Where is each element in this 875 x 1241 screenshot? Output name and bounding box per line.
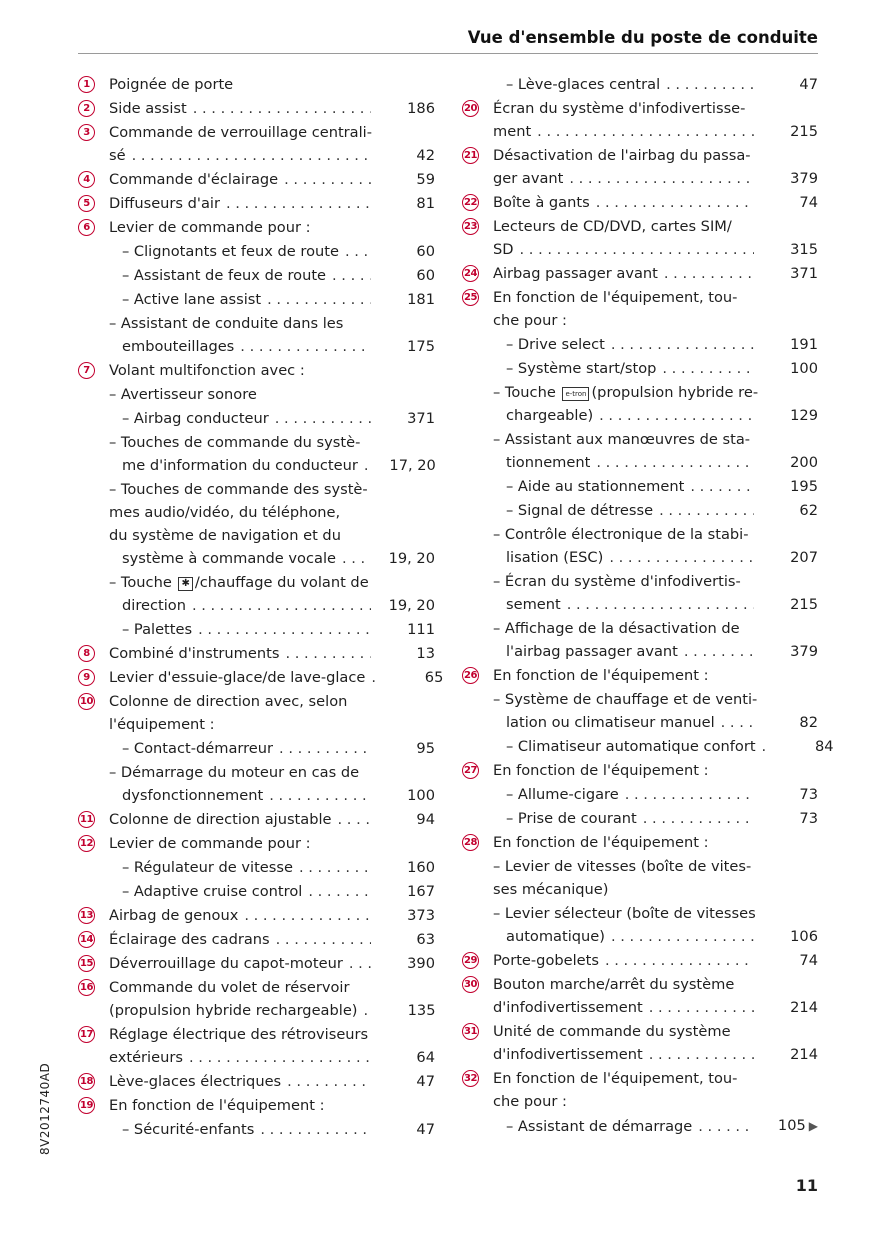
callout-number: 2 [78,100,95,117]
callout-number: 10 [78,693,95,710]
legend-item-23: 23 Lecteurs de CD/DVD, cartes SIM/ SD . . . 315 [462,215,818,261]
legend-item-21: 21 Désactivation de l'airbag du passa- ger avant . . . 379 [462,144,818,190]
legend-subitem: – Airbag conducteur . . . 371 [78,407,435,430]
legend-item-28: 28 En fonction de l'équipement : [462,831,818,854]
legend-item-5: 5 Diffuseurs d'air . . . 81 [78,192,435,215]
page-ref[interactable]: 60 [416,243,435,260]
callout-number: 16 [78,979,95,996]
page-ref[interactable]: 175 [407,338,435,355]
legend-item-24: 24 Airbag passager avant . . . 371 [462,262,818,285]
page-ref[interactable]: 84 [814,738,834,755]
page-ref[interactable]: 200 [790,454,818,471]
page-ref[interactable]: 59 [416,171,435,188]
callout-number: 6 [78,219,95,236]
legend-subitem: – Contact-démarreur . . . 95 [78,737,435,760]
callout-number: 8 [78,645,95,662]
page-ref[interactable]: 215 [790,123,818,140]
legend-item-7: 7 Volant multifonction avec : [78,359,435,382]
page-ref[interactable]: 64 [416,1049,435,1066]
callout-number: 25 [462,289,479,306]
callout-number: 3 [78,124,95,141]
page-ref[interactable]: 95 [416,740,435,757]
legend-item-26: 26 En fonction de l'équipement : [462,664,818,687]
legend-subitem: – Clignotants et feux de route . . . 60 [78,240,435,263]
page-ref[interactable]: 17, 20 [389,457,436,474]
callout-number: 29 [462,952,479,969]
legend-item-25: 25 En fonction de l'équipement, tou- che pour : [462,286,818,332]
page-ref[interactable]: 63 [416,931,435,948]
continue-arrow-icon: ▶ [808,1119,818,1133]
page-ref[interactable]: 100 [790,360,818,377]
page-ref[interactable]: 371 [407,410,435,427]
page-ref[interactable]: 74 [799,952,818,969]
callout-number: 4 [78,171,95,188]
legend-item-1: 1 Poignée de porte [78,73,435,96]
page-ref[interactable]: 62 [799,502,818,519]
page-ref[interactable]: 106 [790,928,818,945]
page-number: 11 [795,1176,818,1195]
legend-subitem: – Palettes . . . 111 [78,618,435,641]
callout-number: 11 [78,811,95,828]
legend-subitem: – Sécurité-enfants . . . 47 [78,1118,435,1141]
page-ref[interactable]: 167 [407,883,435,900]
legend-subitem: – Contrôle électronique de la stabi- lisation (ESC) . . . 207 [462,523,818,569]
legend-subitem: – Assistant de feux de route . . . 60 [78,264,435,287]
legend-item-30: 30 Bouton marche/arrêt du système d'infodivertissement . . . 214 [462,973,818,1019]
legend-item-29: 29 Porte-gobelets . . . 74 [462,949,818,972]
callout-number: 17 [78,1026,95,1043]
legend-item-10: 10 Colonne de direction avec, selon l'équipement : [78,690,435,736]
legend-subitem: – Lève-glaces central . . . 47 [462,73,818,96]
callout-number: 21 [462,147,479,164]
legend-item-32: 32 En fonction de l'équipement, tou- che pour : [462,1067,818,1113]
callout-number: 7 [78,362,95,379]
legend-item-27: 27 En fonction de l'équipement : [462,759,818,782]
steering-heat-key-icon: ✱ [178,577,192,591]
callout-number: 14 [78,931,95,948]
callout-number: 24 [462,265,479,282]
callout-number: 9 [78,669,95,686]
page-ref[interactable]: 129 [790,407,818,424]
callout-number: 5 [78,195,95,212]
callout-number: 18 [78,1073,95,1090]
page-ref[interactable]: 81 [416,195,435,212]
legend-subitem: – Adaptive cruise control . . . 167 [78,880,435,903]
page-header [78,28,818,54]
callout-number: 1 [78,76,95,93]
page-ref[interactable]: 186 [407,100,435,117]
page-ref[interactable]: 47 [416,1121,435,1138]
legend-item-11: 11 Colonne de direction ajustable . . . 94 [78,808,435,831]
callout-number: 27 [462,762,479,779]
legend-subitem: – Assistant de démarrage . . . 105 ▶ [462,1114,818,1138]
legend-item-19: 19 En fonction de l'équipement : [78,1094,435,1117]
page-ref[interactable]: 19, 20 [388,550,435,567]
page-ref[interactable]: 181 [407,291,435,308]
legend-item-9: 9 Levier d'essuie-glace/de lave-glace . . . 65 [78,666,435,689]
page-ref[interactable]: 379 [790,170,818,187]
page-ref[interactable]: 47 [416,1073,435,1090]
page-ref[interactable]: 195 [790,478,818,495]
legend-subitem: – Affichage de la désactivation de l'airbag passager avant . . . 379 [462,617,818,663]
page-ref[interactable]: 207 [790,549,818,566]
page-ref[interactable]: 379 [790,643,818,660]
legend-subitem: – Prise de courant . . . 73 [462,807,818,830]
legend-item-2: 2 Side assist . . . 186 [78,97,435,120]
page-ref[interactable]: 42 [416,147,435,164]
legend-subitem: – Assistant de conduite dans les embouteillages . . . 175 [78,312,435,358]
callout-number: 32 [462,1070,479,1087]
page-ref[interactable]: 13 [416,645,435,662]
legend-subitem: – Touche ✱ /chauffage du volant de direction . . . 19, 20 [78,571,435,617]
page-ref[interactable]: 135 [407,1002,436,1019]
legend-subitem: – Régulateur de vitesse . . . 160 [78,856,435,879]
document-code: 8V2012740AD [38,1062,52,1155]
page-ref[interactable]: 160 [407,859,435,876]
page-ref[interactable]: 105 [777,1117,806,1134]
legend-item-12: 12 Levier de commande pour : [78,832,435,855]
page-ref[interactable]: 191 [790,336,818,353]
legend-item-22: 22 Boîte à gants . . . 74 [462,191,818,214]
legend-subitem: – Écran du système d'infodivertis- sement . . . 215 [462,570,818,616]
legend-subitem: – Drive select . . . 191 [462,333,818,356]
legend-item-14: 14 Éclairage des cadrans . . . 63 [78,928,435,951]
legend-item-13: 13 Airbag de genoux . . . 373 [78,904,435,927]
legend-subitem: – Assistant aux manœuvres de sta- tionnement . . . 200 [462,428,818,474]
page-ref[interactable]: 74 [799,194,818,211]
e-tron-key-icon: e-tron [562,387,589,401]
page-ref[interactable]: 214 [790,1046,818,1063]
legend-subitem: – Levier sélecteur (boîte de vitesses automatique) . . . 106 [462,902,818,948]
legend-subitem: – Climatiseur automatique confort . . . 84 [462,735,818,758]
page-ref[interactable]: 371 [790,265,818,282]
callout-number: 31 [462,1023,479,1040]
page-ref[interactable]: 215 [790,596,818,613]
page-ref[interactable]: 111 [407,621,435,638]
section-title: Vue d'ensemble du poste de conduite [467,28,818,47]
page-ref[interactable]: 100 [407,787,435,804]
callout-number: 20 [462,100,479,117]
callout-number: 30 [462,976,479,993]
page-ref[interactable]: 82 [799,714,818,731]
legend-item-17: 17 Réglage électrique des rétroviseurs extérieurs . . . 64 [78,1023,435,1069]
legend-subitem: – Système de chauffage et de venti- lation ou climatiseur manuel . . . 82 [462,688,818,734]
callout-number: 23 [462,218,479,235]
page-ref[interactable]: 65 [424,669,444,686]
callout-number: 15 [78,955,95,972]
legend-subitem: – Démarrage du moteur en cas de dysfonctionnement . . . 100 [78,761,435,807]
legend-subitem: – Touche e-tron (propulsion hybride re- chargeable) . . . 129 [462,381,818,427]
legend-item-20: 20 Écran du système d'infodivertisse- ment . . . 215 [462,97,818,143]
legend-subitem: – Touches de commande du systè- me d'information du conducteur . . . 17, 20 [78,431,435,477]
legend-item-15: 15 Déverrouillage du capot-moteur . . . 390 [78,952,435,975]
page-ref[interactable]: 94 [416,811,435,828]
legend-subitem: – Active lane assist . . . 181 [78,288,435,311]
legend-item-3: 3 Commande de verrouillage centrali- sé . . . 42 [78,121,435,167]
callout-number: 28 [462,834,479,851]
legend-item-31: 31 Unité de commande du système d'infodivertissement . . . 214 [462,1020,818,1066]
legend-subitem: – Système start/stop . . . 100 [462,357,818,380]
callout-number: 22 [462,194,479,211]
legend-column-left [78,73,444,1142]
legend-item-18: 18 Lève-glaces électriques . . . 47 [78,1070,435,1093]
callout-number: 13 [78,907,95,924]
page-ref[interactable]: 315 [790,241,818,258]
callout-number: 26 [462,667,479,684]
legend-item-16: 16 Commande du volet de réservoir (propulsion hybride rechargeable) . . . 135 [78,976,435,1022]
callout-number: 12 [78,835,95,852]
page-ref[interactable]: 19, 20 [388,597,435,614]
page-ref[interactable]: 373 [407,907,435,924]
legend-subitem: – Allume-cigare . . . 73 [462,783,818,806]
page-ref[interactable]: 60 [416,267,435,284]
legend-item-6: 6 Levier de commande pour : [78,216,435,239]
legend-subitem: – Aide au stationnement . . . 195 [462,475,818,498]
legend-subitem: – Levier de vitesses (boîte de vites- ses mécanique) [493,858,752,898]
page-ref[interactable]: 47 [799,76,818,93]
legend-subitem: – Signal de détresse . . . 62 [462,499,818,522]
page-ref[interactable]: 390 [407,955,435,972]
legend-subitem: – Touches de commande des systè- mes audio/vidéo, du téléphone, du système de navigation et du système à commande vocale . . . 19, 20 [78,478,435,570]
callout-number: 19 [78,1097,95,1114]
page-ref[interactable]: 73 [799,810,818,827]
legend-subitem: – Avertisseur sonore [109,386,257,403]
page-ref[interactable]: 73 [799,786,818,803]
legend-item-8: 8 Combiné d'instruments . . . 13 [78,642,435,665]
legend-column-right [462,73,834,1139]
legend-item-4: 4 Commande d'éclairage . . . 59 [78,168,435,191]
page-ref[interactable]: 214 [790,999,818,1016]
